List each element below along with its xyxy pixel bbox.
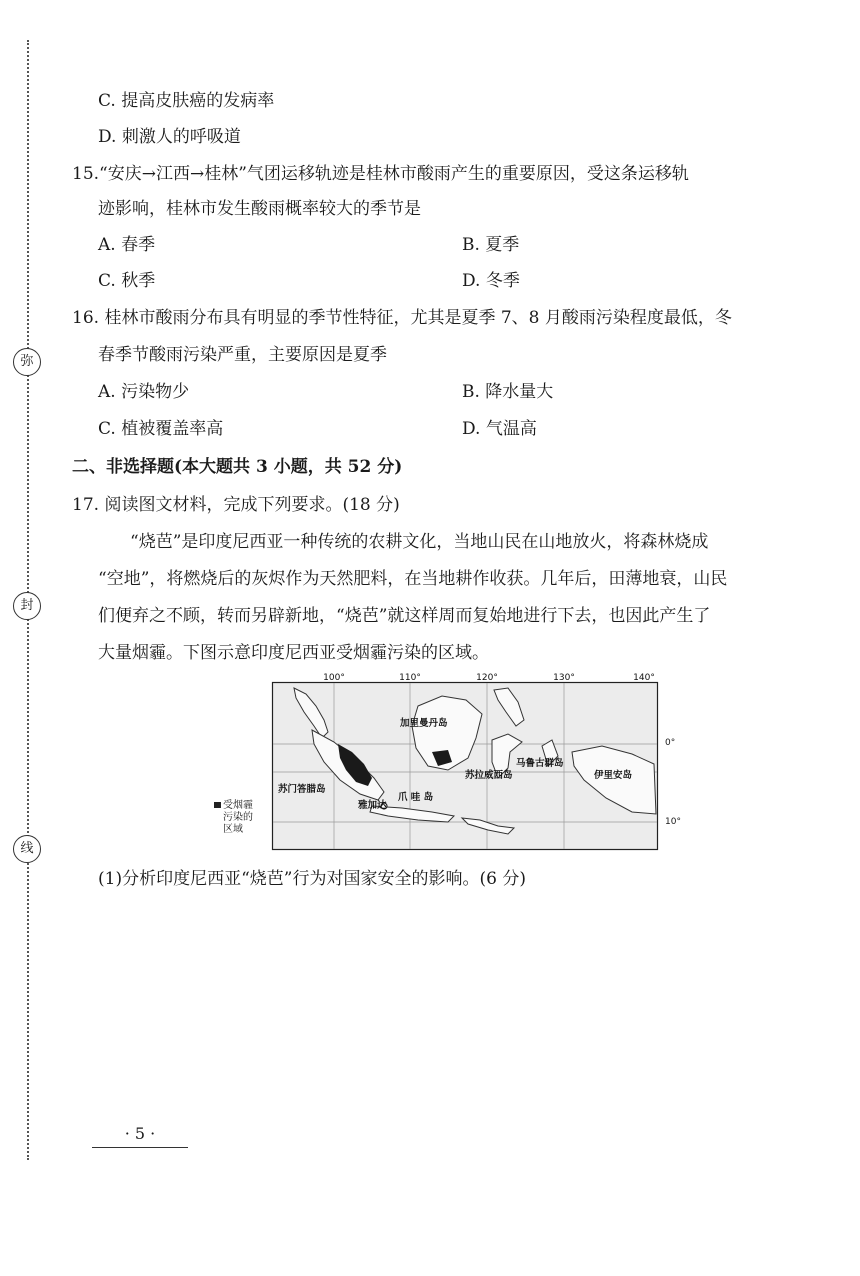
q16-option-c: C. 植被覆盖率高 — [98, 419, 224, 439]
q16-option-d: D. 气温高 — [462, 419, 537, 439]
label-irian: 伊里安岛 — [594, 770, 633, 781]
indonesia-haze-map — [272, 673, 658, 850]
label-kalimantan: 加里曼丹岛 — [400, 718, 448, 729]
legend-swatch-icon — [214, 802, 221, 808]
lat-label-10: 10° — [665, 817, 681, 827]
binding-seal-xian: 线 — [13, 835, 41, 863]
lon-label-130: 130° — [553, 673, 575, 683]
legend-line-1: 受烟霾 — [223, 800, 253, 811]
q16-stem-line2: 春季节酸雨污染严重，主要原因是夏季 — [98, 345, 387, 365]
q17-paragraph-line3: 们便弃之不顾，转而另辟新地，“烧芭”就这样周而复始地进行下去，也因此产生了 — [98, 606, 711, 626]
q16-stem-line1: 16. 桂林市酸雨分布具有明显的季节性特征，尤其是夏季 7、8 月酸雨污染程度最低，冬 — [72, 308, 732, 328]
legend-line-2: 污染的 — [223, 812, 253, 823]
q15-option-a: A. 春季 — [98, 235, 156, 255]
q16-option-b: B. 降水量大 — [462, 382, 554, 402]
lon-label-100: 100° — [323, 673, 345, 683]
map-legend — [214, 800, 253, 836]
binding-seal-mi: 弥 — [13, 348, 41, 376]
q15-option-b: B. 夏季 — [462, 235, 520, 255]
q17-paragraph-line2: “空地”，将燃烧后的灰烬作为天然肥料，在当地耕作收获。几年后，田薄地衰，山民 — [98, 569, 728, 589]
label-maluku: 马鲁古群岛 — [516, 758, 564, 769]
q16-option-a: A. 污染物少 — [98, 382, 190, 402]
q15-option-d: D. 冬季 — [462, 271, 520, 291]
lon-label-120: 120° — [476, 673, 498, 683]
label-sumatra: 苏门答腊岛 — [278, 784, 326, 795]
q15-option-c: C. 秋季 — [98, 271, 156, 291]
label-sulawesi: 苏拉威西岛 — [465, 770, 513, 781]
q15-stem-line1: 15.“安庆→江西→桂林”气团运移轨迹是桂林市酸雨产生的重要原因，受这条运移轨 — [72, 164, 689, 184]
section2-title: 二、非选择题(本大题共 3 小题，共 52 分) — [72, 457, 403, 477]
lon-label-110: 110° — [399, 673, 421, 683]
page-number: · 5 · — [92, 1124, 188, 1148]
label-jakarta: 雅加达 — [358, 800, 387, 811]
q17-subquestion-1: (1)分析印度尼西亚“烧芭”行为对国家安全的影响。(6 分) — [98, 869, 526, 889]
q17-intro: 17. 阅读图文材料，完成下列要求。(18 分) — [72, 495, 400, 515]
q17-paragraph-line4: 大量烟霾。下图示意印度尼西亚受烟霾污染的区域。 — [98, 643, 489, 663]
label-java: 爪 哇 岛 — [398, 792, 434, 803]
q14-option-c: C. 提高皮肤癌的发病率 — [98, 91, 275, 111]
lon-label-140: 140° — [633, 673, 655, 683]
binding-seal-feng: 封 — [13, 592, 41, 620]
q15-stem-line2: 迹影响，桂林市发生酸雨概率较大的季节是 — [98, 199, 421, 219]
q17-paragraph-line1: “烧芭”是印度尼西亚一种传统的农耕文化，当地山民在山地放火，将森林烧成 — [130, 532, 709, 552]
lat-label-0: 0° — [665, 738, 676, 748]
legend-line-3: 区域 — [223, 824, 243, 835]
q14-option-d: D. 刺激人的呼吸道 — [98, 127, 241, 147]
